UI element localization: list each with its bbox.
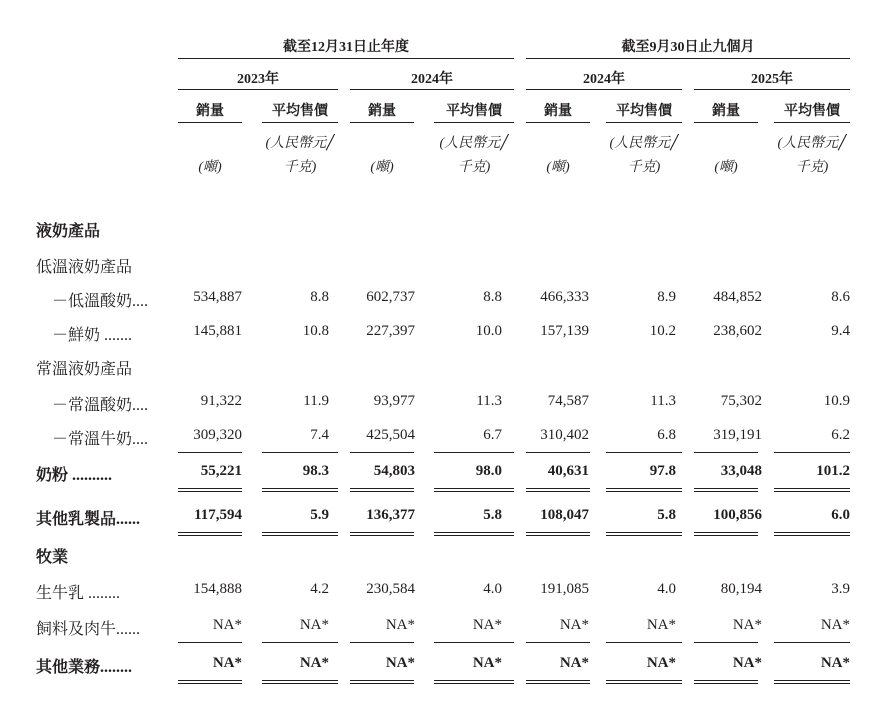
table-cell: 75,302 [720,393,762,409]
row-label: 牧業 [36,549,69,566]
table-cell: NA* [559,617,589,633]
cell-rule [606,532,682,533]
cell-rule [178,488,242,489]
year-rule-2024-ninemonths [526,89,682,90]
table-cell: NA* [472,617,502,633]
table-cell: 8.6 [831,289,850,305]
cell-rule-double [774,491,850,492]
unit-price-line1: (人民幣元╱ [439,136,509,151]
cell-rule [694,680,758,681]
cell-rule [178,532,242,533]
cell-rule [350,452,414,453]
cell-rule [774,680,850,681]
year-rule-2024-annual [350,89,514,90]
cell-rule-double [526,683,590,684]
period-header-nine-months: 截至9月30日止九個月 [621,40,755,55]
table-cell: 40,631 [547,463,589,479]
unit-price-line1: (人民幣元╱ [265,136,335,151]
table-cell: 8.8 [483,289,502,305]
row-label: 常溫液奶產品 [36,361,133,378]
unit-price-line2: 千克) [795,160,829,175]
table-cell: 310,402 [540,427,589,443]
column-header-volume: 銷量 [196,104,224,119]
cell-rule [262,532,338,533]
column-header-volume: 銷量 [368,104,396,119]
cell-rule [606,488,682,489]
cell-rule [526,488,590,489]
column-header-rule [350,122,414,123]
table-cell: 8.9 [657,289,676,305]
cell-rule [350,488,414,489]
unit-price-line2: 千克) [283,160,317,175]
cell-rule-double [694,535,758,536]
cell-rule [434,680,514,681]
table-cell: 101.2 [816,463,850,479]
column-header-rule [434,122,514,123]
cell-rule-double [526,491,590,492]
cell-rule [526,452,590,453]
cell-rule [178,680,242,681]
table-cell: 108,047 [540,507,589,523]
table-cell: 33,048 [720,463,762,479]
cell-rule-double [434,535,514,536]
cell-rule [434,488,514,489]
cell-rule-double [774,535,850,536]
table-cell: 5.9 [310,507,329,523]
table-cell: 6.0 [831,507,850,523]
row-label: －常溫酸奶.... [52,397,149,414]
table-cell: NA* [212,617,242,633]
table-cell: 97.8 [649,463,676,479]
table-cell: 91,322 [200,393,242,409]
table-cell: 54,803 [373,463,415,479]
cell-rule-double [350,491,414,492]
table-cell: 9.4 [831,323,850,339]
column-header-volume: 銷量 [712,104,740,119]
column-header-avg-price: 平均售價 [616,104,672,119]
table-cell: 10.2 [649,323,676,339]
table-cell: 425,504 [366,427,415,443]
unit-volume: (噸) [714,160,738,175]
cell-rule [694,488,758,489]
table-cell: NA* [732,617,762,633]
table-cell: 238,602 [713,323,762,339]
table-cell: 230,584 [366,581,415,597]
row-label: －低溫酸奶.... [52,293,149,310]
cell-rule-double [178,491,242,492]
year-rule-2025 [694,89,850,90]
unit-volume: (噸) [546,160,570,175]
table-cell: NA* [646,617,676,633]
row-label: 液奶產品 [36,223,101,240]
table-cell: 5.8 [657,507,676,523]
column-header-rule [262,122,338,123]
cell-rule [262,488,338,489]
column-header-avg-price: 平均售價 [272,104,328,119]
cell-rule-double [350,683,414,684]
cell-rule [350,532,414,533]
unit-price-line1: (人民幣元╱ [777,136,847,151]
table-cell: NA* [820,655,850,671]
cell-rule [694,532,758,533]
cell-rule [526,532,590,533]
year-header-2023: 2023年 [237,72,279,87]
column-header-rule [526,122,590,123]
cell-rule [774,452,850,453]
table-cell: 11.3 [476,393,502,409]
row-label: 奶粉 .......... [36,467,113,484]
cell-rule-double [178,535,242,536]
table-cell: 145,881 [193,323,242,339]
table-cell: 10.8 [302,323,329,339]
unit-price-line1: (人民幣元╱ [609,136,679,151]
row-label: 其他業務........ [36,659,133,676]
cell-rule [178,452,242,453]
cell-rule-double [774,683,850,684]
table-cell: 80,194 [720,581,762,597]
column-header-rule [178,122,242,123]
table-cell: 154,888 [193,581,242,597]
table-cell: 10.9 [823,393,850,409]
unit-price-line2: 千克) [627,160,661,175]
table-cell: 309,320 [193,427,242,443]
table-cell: 7.4 [310,427,329,443]
period-header-annual: 截至12月31日止年度 [283,40,409,55]
table-cell: NA* [559,655,589,671]
cell-rule-double [694,491,758,492]
table-cell: 117,594 [194,507,242,523]
table-cell: 602,737 [366,289,415,305]
table-cell: 98.3 [302,463,329,479]
cell-rule [774,642,850,643]
cell-rule-double [350,535,414,536]
table-cell: 11.9 [303,393,329,409]
cell-rule [350,680,414,681]
column-header-avg-price: 平均售價 [784,104,840,119]
table-cell: 466,333 [540,289,589,305]
unit-price-line2: 千克) [457,160,491,175]
cell-rule-double [178,683,242,684]
table-cell: 10.0 [475,323,502,339]
table-cell: 55,221 [200,463,242,479]
table-cell: 4.0 [483,581,502,597]
cell-rule [178,642,242,643]
unit-volume: (噸) [370,160,394,175]
cell-rule-double [526,535,590,536]
cell-rule-double [262,535,338,536]
cell-rule [774,488,850,489]
cell-rule [434,532,514,533]
table-cell: 157,139 [540,323,589,339]
year-header-2024-annual: 2024年 [411,72,453,87]
cell-rule-double [694,683,758,684]
table-cell: 191,085 [540,581,589,597]
cell-rule-double [434,683,514,684]
cell-rule [606,680,682,681]
table-cell: NA* [385,655,415,671]
row-label: 其他乳製品...... [36,511,141,528]
table-cell: 3.9 [831,581,850,597]
table-cell: 6.2 [831,427,850,443]
cell-rule [526,642,590,643]
cell-rule [262,642,338,643]
cell-rule [694,642,758,643]
table-cell: NA* [212,655,242,671]
cell-rule-double [606,491,682,492]
table-cell: 93,977 [373,393,415,409]
table-cell: 319,191 [713,427,762,443]
column-header-rule [606,122,682,123]
cell-rule [262,452,338,453]
unit-volume: (噸) [198,160,222,175]
table-cell: NA* [385,617,415,633]
cell-rule-double [262,683,338,684]
cell-rule [262,680,338,681]
cell-rule [694,452,758,453]
cell-rule [606,642,682,643]
table-cell: NA* [732,655,762,671]
cell-rule-double [606,683,682,684]
table-cell: NA* [299,617,329,633]
column-header-rule [694,122,758,123]
year-header-2024-ninemonths: 2024年 [583,72,625,87]
table-cell: 8.8 [310,289,329,305]
cell-rule [434,642,514,643]
table-cell: 136,377 [366,507,415,523]
year-header-2025: 2025年 [751,72,793,87]
table-cell: NA* [299,655,329,671]
table-cell: 4.2 [310,581,329,597]
period-rule-nine-months [526,58,850,59]
table-cell: 100,856 [713,507,762,523]
table-cell: 227,397 [366,323,415,339]
cell-rule [606,452,682,453]
period-rule-annual [178,58,514,59]
cell-rule [434,452,514,453]
cell-rule-double [262,491,338,492]
table-cell: 6.8 [657,427,676,443]
table-cell: NA* [472,655,502,671]
cell-rule-double [606,535,682,536]
table-cell: NA* [820,617,850,633]
column-header-avg-price: 平均售價 [446,104,502,119]
row-label: －鮮奶 ....... [52,327,133,344]
table-cell: NA* [646,655,676,671]
row-label: 飼料及肉牛...... [36,621,141,638]
table-cell: 534,887 [193,289,242,305]
cell-rule [526,680,590,681]
table-cell: 5.8 [483,507,502,523]
table-cell: 98.0 [475,463,502,479]
column-header-volume: 銷量 [544,104,572,119]
cell-rule-double [434,491,514,492]
cell-rule [350,642,414,643]
table-cell: 484,852 [713,289,762,305]
row-label: －常溫牛奶.... [52,431,149,448]
table-cell: 74,587 [547,393,589,409]
row-label: 低溫液奶產品 [36,259,133,276]
year-rule-2023 [178,89,338,90]
table-cell: 6.7 [483,427,502,443]
table-cell: 4.0 [657,581,676,597]
cell-rule [774,532,850,533]
table-cell: 11.3 [650,393,676,409]
column-header-rule [774,122,850,123]
row-label: 生牛乳 ........ [36,585,121,602]
